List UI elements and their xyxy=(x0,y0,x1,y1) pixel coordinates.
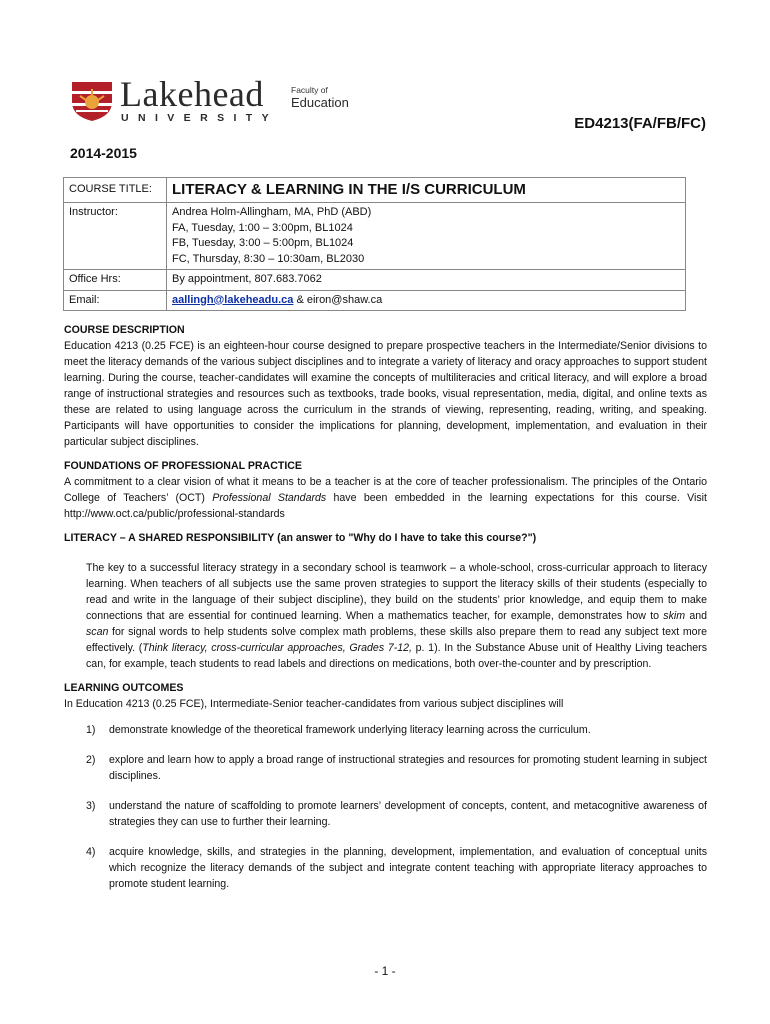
item-text: acquire knowledge, skills, and strategies in the planning, development, implementation, and evaluation of conceptual units which recognize the literacy demands of the subject and integrate content teaching with appropriate literacy approaches to promote student learning. xyxy=(109,846,707,890)
literacy-text xyxy=(64,560,707,672)
item-text: understand the nature of scaffolding to promote learners’ development of concepts, content, and metacognitive awareness of strategies they can use to further their learning. xyxy=(109,800,707,828)
list-item xyxy=(64,722,707,738)
item-number: 3) xyxy=(86,800,96,812)
course-title-value: LITERACY & LEARNING IN THE I/S CURRICULUM xyxy=(167,178,686,203)
email-link-primary[interactable]: aallingh@lakeheadu.ca xyxy=(172,293,294,306)
office-hours-row xyxy=(64,270,686,291)
course-description-text: Education 4213 (0.25 FCE) is an eighteen-hour course designed to prepare prospective teachers in the Intermediate/Senior divisions to meet the literacy demands of the various subject disciplines and to integrate a variety of literacy and oracy approaches to support student learning. During the course, teacher-candidates will examine the concepts of multiliteracies and critical literacy, and will explore a broad range of instructional strategies and resources such as textbooks, trade books, visual representation, media, digital, and online texts as these are related to using language across the curriculum in the strands of viewing, representing, reading, writing, and speaking. Participants will have opportunities to consider the implications for planning, development, implementation, and evaluation in their particular subject disciplines. xyxy=(64,340,707,448)
item-text: demonstrate knowledge of the theoretical framework underlying literacy learning across the curriculum. xyxy=(109,724,591,736)
university-wordmark: Lakehead xyxy=(120,74,264,114)
email-secondary: & eiron@shaw.ca xyxy=(293,293,383,306)
learning-outcomes-heading: LEARNING OUTCOMES xyxy=(64,682,184,694)
scan-term: scan xyxy=(86,626,109,638)
learning-outcomes-list xyxy=(64,722,707,892)
literacy-text-part: The key to a successful literacy strategy in a secondary school is teamwork – a whole-school, cross-curricular approach to literacy learning. When teachers of all subjects use the same proven strategies to support the literacy skills of their students (especially to read and write in the language of their subject discipline), they build on the students’ prior knowledge, and equip them to make connections that are essential for continued learning. When a mathematics teacher, for example, demonstrates how to xyxy=(86,562,707,622)
literacy-heading: LITERACY – A SHARED RESPONSIBILITY (an answer to "Why do I have to take this course?") xyxy=(64,532,537,544)
item-text: explore and learn how to apply a broad range of instructional strategies and resources for promoting student learning in subject disciplines. xyxy=(109,754,707,782)
section-fa-time: FA, Tuesday, 1:00 – 3:00pm, BL1024 xyxy=(172,221,353,234)
office-hours-value: By appointment, 807.683.7062 xyxy=(167,270,686,291)
faculty-name: Education xyxy=(291,95,349,110)
foundations-text-part: A commitment to a clear vision of what it means to be a teacher is at the core of teacher professionalism. The principles of the Ontario College of Teachers’ (OCT) xyxy=(64,476,707,504)
instructor-label: Instructor: xyxy=(64,203,167,270)
instructor-row xyxy=(64,203,686,270)
section-fc-time: FC, Thursday, 8:30 – 10:30am, BL2030 xyxy=(172,252,365,265)
list-item xyxy=(64,844,707,892)
course-description-heading: COURSE DESCRIPTION xyxy=(64,324,185,336)
email-value xyxy=(167,290,686,311)
literacy-text-part: for signal words to help students solve complex math problems, these skills also prepare them to read any subject text more effectively. ( xyxy=(86,626,707,654)
course-code: ED4213(FA/FB/FC) xyxy=(574,115,706,132)
foundations-heading: FOUNDATIONS OF PROFESSIONAL PRACTICE xyxy=(64,460,302,472)
course-title-row xyxy=(64,178,686,203)
email-row xyxy=(64,290,686,311)
item-number: 2) xyxy=(86,754,96,766)
literacy-text-part: and xyxy=(685,610,707,622)
skim-term: skim xyxy=(663,610,686,622)
learning-outcomes-intro: In Education 4213 (0.25 FCE), Intermediate-Senior teacher-candidates from various subject disciplines will xyxy=(64,698,564,710)
instructor-name: Andrea Holm-Allingham, MA, PhD (ABD) xyxy=(172,206,372,218)
email-label: Email: xyxy=(64,290,167,311)
item-number: 4) xyxy=(86,846,96,858)
list-item xyxy=(64,752,707,784)
university-logo xyxy=(70,74,360,128)
citation-title: Think literacy, cross-curricular approaches, Grades 7-12, xyxy=(142,642,412,654)
foundations-text-part: have been embedded in the learning expectations for this course. Visit http://www.oct.ca/public/professional-standards xyxy=(64,492,707,520)
item-number: 1) xyxy=(86,724,96,736)
course-title-label: COURSE TITLE: xyxy=(64,178,167,203)
page-number: - 1 - xyxy=(374,964,396,978)
faculty-label: Faculty of xyxy=(291,85,328,95)
section-fb-time: FB, Tuesday, 3:00 – 5:00pm, BL1024 xyxy=(172,237,354,249)
professional-standards-term: Professional Standards xyxy=(212,492,327,504)
literacy-text-part: p. 1). In the Substance Abuse unit of Healthy Living teachers can, for example, teach students to read labels and directions on medications, both over-the-counter and by prescription. xyxy=(86,642,707,670)
crest-icon xyxy=(70,80,114,122)
university-subtitle: UNIVERSITY xyxy=(121,112,279,124)
instructor-details xyxy=(167,203,686,270)
course-info-table xyxy=(63,177,686,311)
academic-year: 2014-2015 xyxy=(70,145,137,161)
office-hours-label: Office Hrs: xyxy=(64,270,167,291)
list-item xyxy=(64,798,707,830)
syllabus-body xyxy=(64,322,707,906)
foundations-text xyxy=(64,474,707,522)
